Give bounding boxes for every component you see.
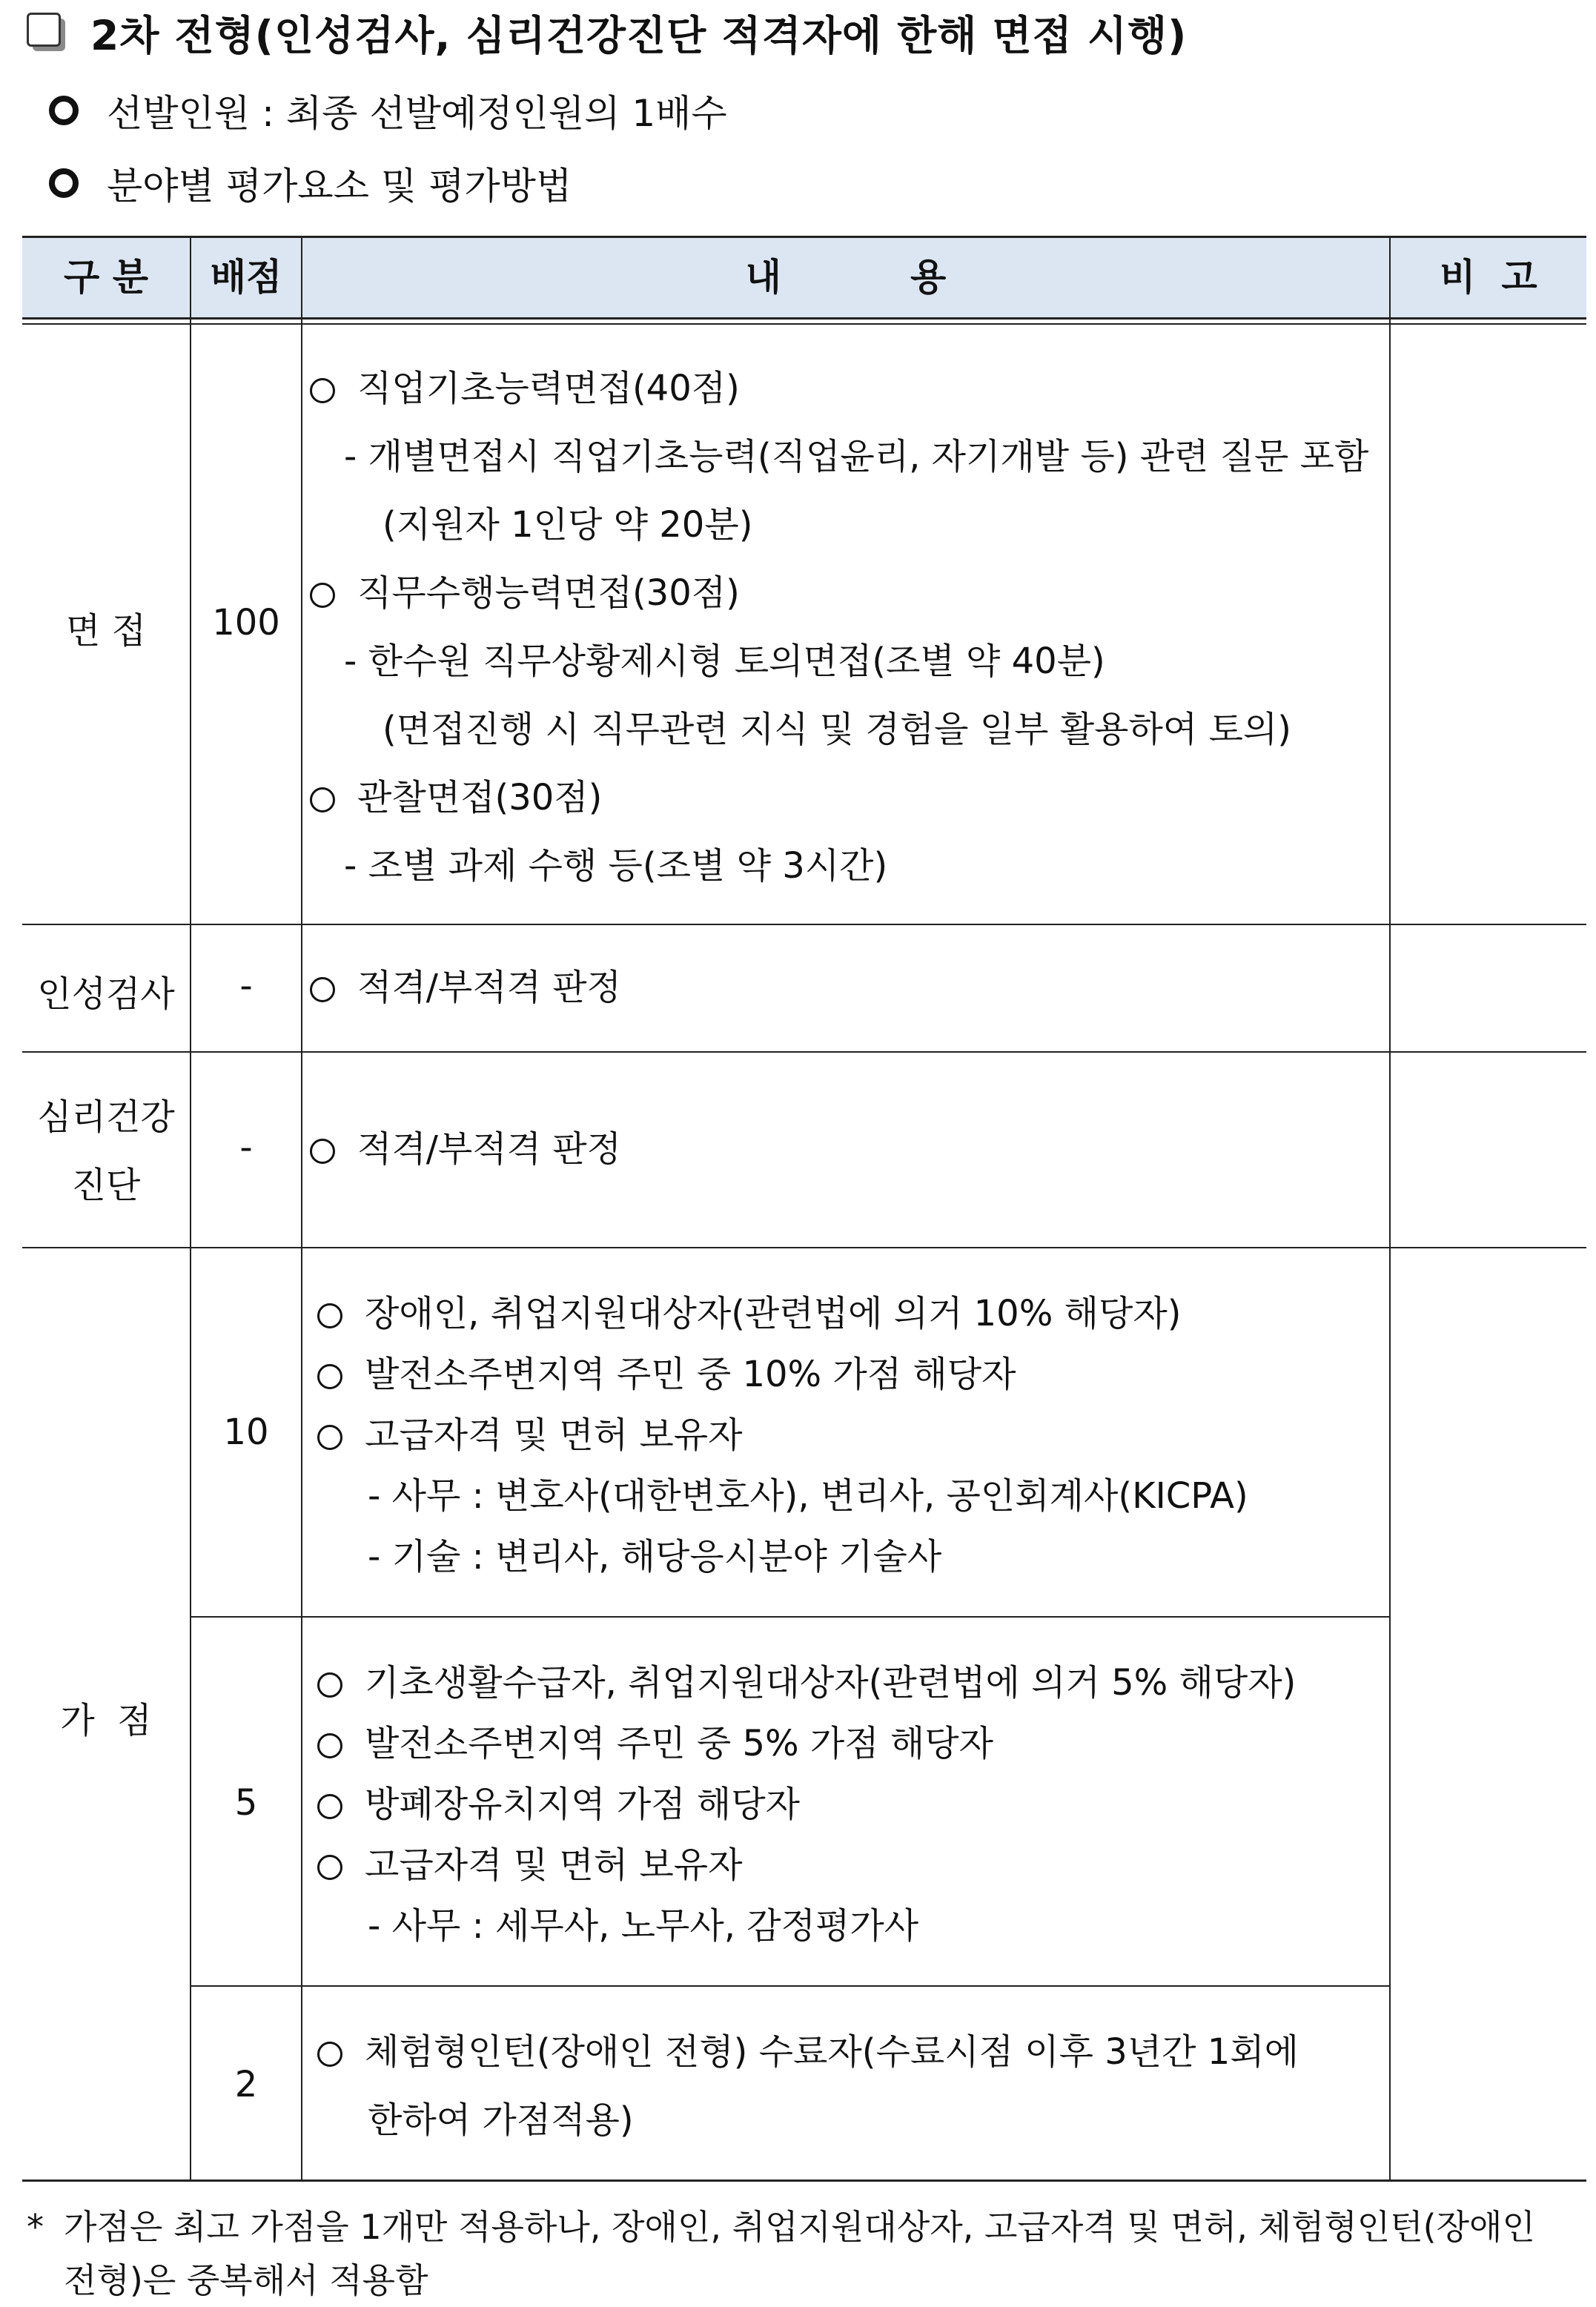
bonus-item <box>317 1782 800 1827</box>
bonus-item-text: 발전소주변지역 주민 중 5% 가점 해당자 <box>365 1723 993 1764</box>
bonus-tier-divider <box>191 1985 1391 1987</box>
column-divider <box>190 236 191 2181</box>
footnote-mark: * <box>27 2207 44 2247</box>
personality-category: 인성검사 <box>37 973 175 1015</box>
circle-bullet-icon <box>310 378 335 403</box>
circle-bullet-icon <box>317 1672 342 1698</box>
interview-detail: - 조별 과제 수행 등(조별 약 3시간) <box>344 845 888 887</box>
header-content: 내 용 <box>745 256 947 299</box>
sub-item-text: 선발인원 : 최종 선발예정인원의 1배수 <box>107 92 727 135</box>
interview-item <box>310 775 602 820</box>
bonus-item <box>317 1291 1181 1336</box>
header-note: 비 고 <box>1440 256 1537 299</box>
bonus-item-text: 발전소주변지역 주민 중 10% 가점 해당자 <box>365 1354 1016 1395</box>
table-bottom-border <box>22 2179 1586 2182</box>
column-divider <box>301 236 302 2181</box>
interview-category: 면 접 <box>66 610 146 652</box>
interview-score: 100 <box>212 602 280 643</box>
bonus-detail: - 기술 : 변리사, 해당응시분야 기술사 <box>368 1536 942 1578</box>
bonus-item <box>317 2030 1299 2074</box>
mental-content-text: 적격/부적격 판정 <box>357 1128 622 1170</box>
personality-content-text: 적격/부적격 판정 <box>357 967 622 1008</box>
bonus-score-2: 2 <box>234 2064 258 2105</box>
interview-item <box>310 366 740 411</box>
table-top-border <box>22 236 1586 238</box>
circle-bullet-icon <box>317 2042 342 2067</box>
interview-item-text: 관찰면접(30점) <box>357 777 603 818</box>
column-divider <box>1389 236 1391 2181</box>
interview-detail: (지원자 1인당 약 20분) <box>383 504 753 546</box>
header-bottom-double-border <box>22 323 1586 325</box>
footnote <box>27 2200 1591 2307</box>
circle-bullet-icon <box>317 1855 342 1880</box>
circle-bullet-icon <box>317 1794 342 1819</box>
row-divider <box>22 1247 1586 1248</box>
interview-item-text: 직업기초능력면접(40점) <box>357 368 740 409</box>
circle-bullet-icon <box>310 1139 335 1164</box>
interview-detail: (면접진행 시 직무관련 지식 및 경험을 일부 활용하여 토의) <box>383 709 1291 750</box>
personality-score: - <box>239 965 253 1007</box>
bonus-item-text: 고급자격 및 면허 보유자 <box>365 1844 743 1886</box>
bonus-item-text: 고급자격 및 면허 보유자 <box>365 1414 743 1456</box>
bonus-item <box>317 1843 742 1887</box>
bonus-detail: - 사무 : 변호사(대한변호사), 변리사, 공인회계사(KICPA) <box>368 1475 1248 1517</box>
circle-bullet-icon <box>310 977 335 1002</box>
bonus-item-text: 장애인, 취업지원대상자(관련법에 의거 10% 해당자) <box>365 1293 1182 1334</box>
mental-category-line2: 진단 <box>71 1165 141 1206</box>
interview-item <box>310 571 740 615</box>
circle-bullet-icon <box>317 1733 342 1758</box>
row-divider <box>22 924 1586 925</box>
sub-item-text: 분야별 평가요소 및 평가방법 <box>107 165 572 208</box>
bonus-detail: - 사무 : 세무사, 노무사, 감정평가사 <box>368 1905 919 1947</box>
header-category: 구 분 <box>63 256 148 299</box>
circle-bullet-icon <box>310 583 335 608</box>
mental-score: - <box>239 1127 253 1168</box>
circle-bullet-icon <box>317 1425 342 1450</box>
bonus-item <box>317 1721 993 1766</box>
circle-bullet-icon <box>310 787 335 812</box>
bonus-score-5: 5 <box>234 1782 258 1824</box>
circle-bullet-icon <box>317 1303 342 1328</box>
bonus-item-text: 체험형인턴(장애인 전형) 수료자(수료시점 이후 3년간 1회에 <box>365 2031 1299 2073</box>
circle-bullet-icon <box>317 1364 342 1389</box>
bonus-tier-divider <box>191 1616 1391 1618</box>
personality-content <box>310 965 621 1010</box>
footnote-line1: 가점은 최고 가점을 1개만 적용하나, 장애인, 취업지원대상자, 고급자격 및 면허, 체험형인턴(장애인 <box>64 2207 1535 2247</box>
interview-item-text: 직무수행능력면접(30점) <box>357 572 740 614</box>
footnote-line2: 전형)은 중복해서 적용함 <box>64 2260 428 2300</box>
mental-content <box>310 1127 621 1171</box>
bonus-item <box>317 1413 742 1457</box>
mental-category-line1: 심리건강 <box>37 1096 175 1138</box>
interview-detail: - 한수원 직무상황제시형 토의면접(조별 약 40분) <box>344 641 1105 682</box>
row-divider <box>22 1051 1586 1053</box>
bonus-item <box>317 1352 1016 1397</box>
heading-text: 2차 전형(인성검사, 심리건강진단 적격자에 한해 면접 시행) <box>90 11 1188 59</box>
header-score: 배점 <box>210 256 282 299</box>
header-bottom-border <box>22 317 1586 320</box>
bonus-detail: 한하여 가점적용) <box>368 2099 634 2141</box>
bonus-category: 가 점 <box>60 1700 152 1741</box>
interview-detail: - 개별면접시 직업기초능력(직업윤리, 자기개발 등) 관련 질문 포함 <box>344 436 1369 477</box>
bonus-item <box>317 1661 1296 1705</box>
bonus-item-text: 방폐장유치지역 가점 해당자 <box>365 1784 800 1825</box>
bonus-item-text: 기초생활수급자, 취업지원대상자(관련법에 의거 5% 해당자) <box>365 1662 1297 1704</box>
bonus-score-10: 10 <box>223 1411 269 1453</box>
